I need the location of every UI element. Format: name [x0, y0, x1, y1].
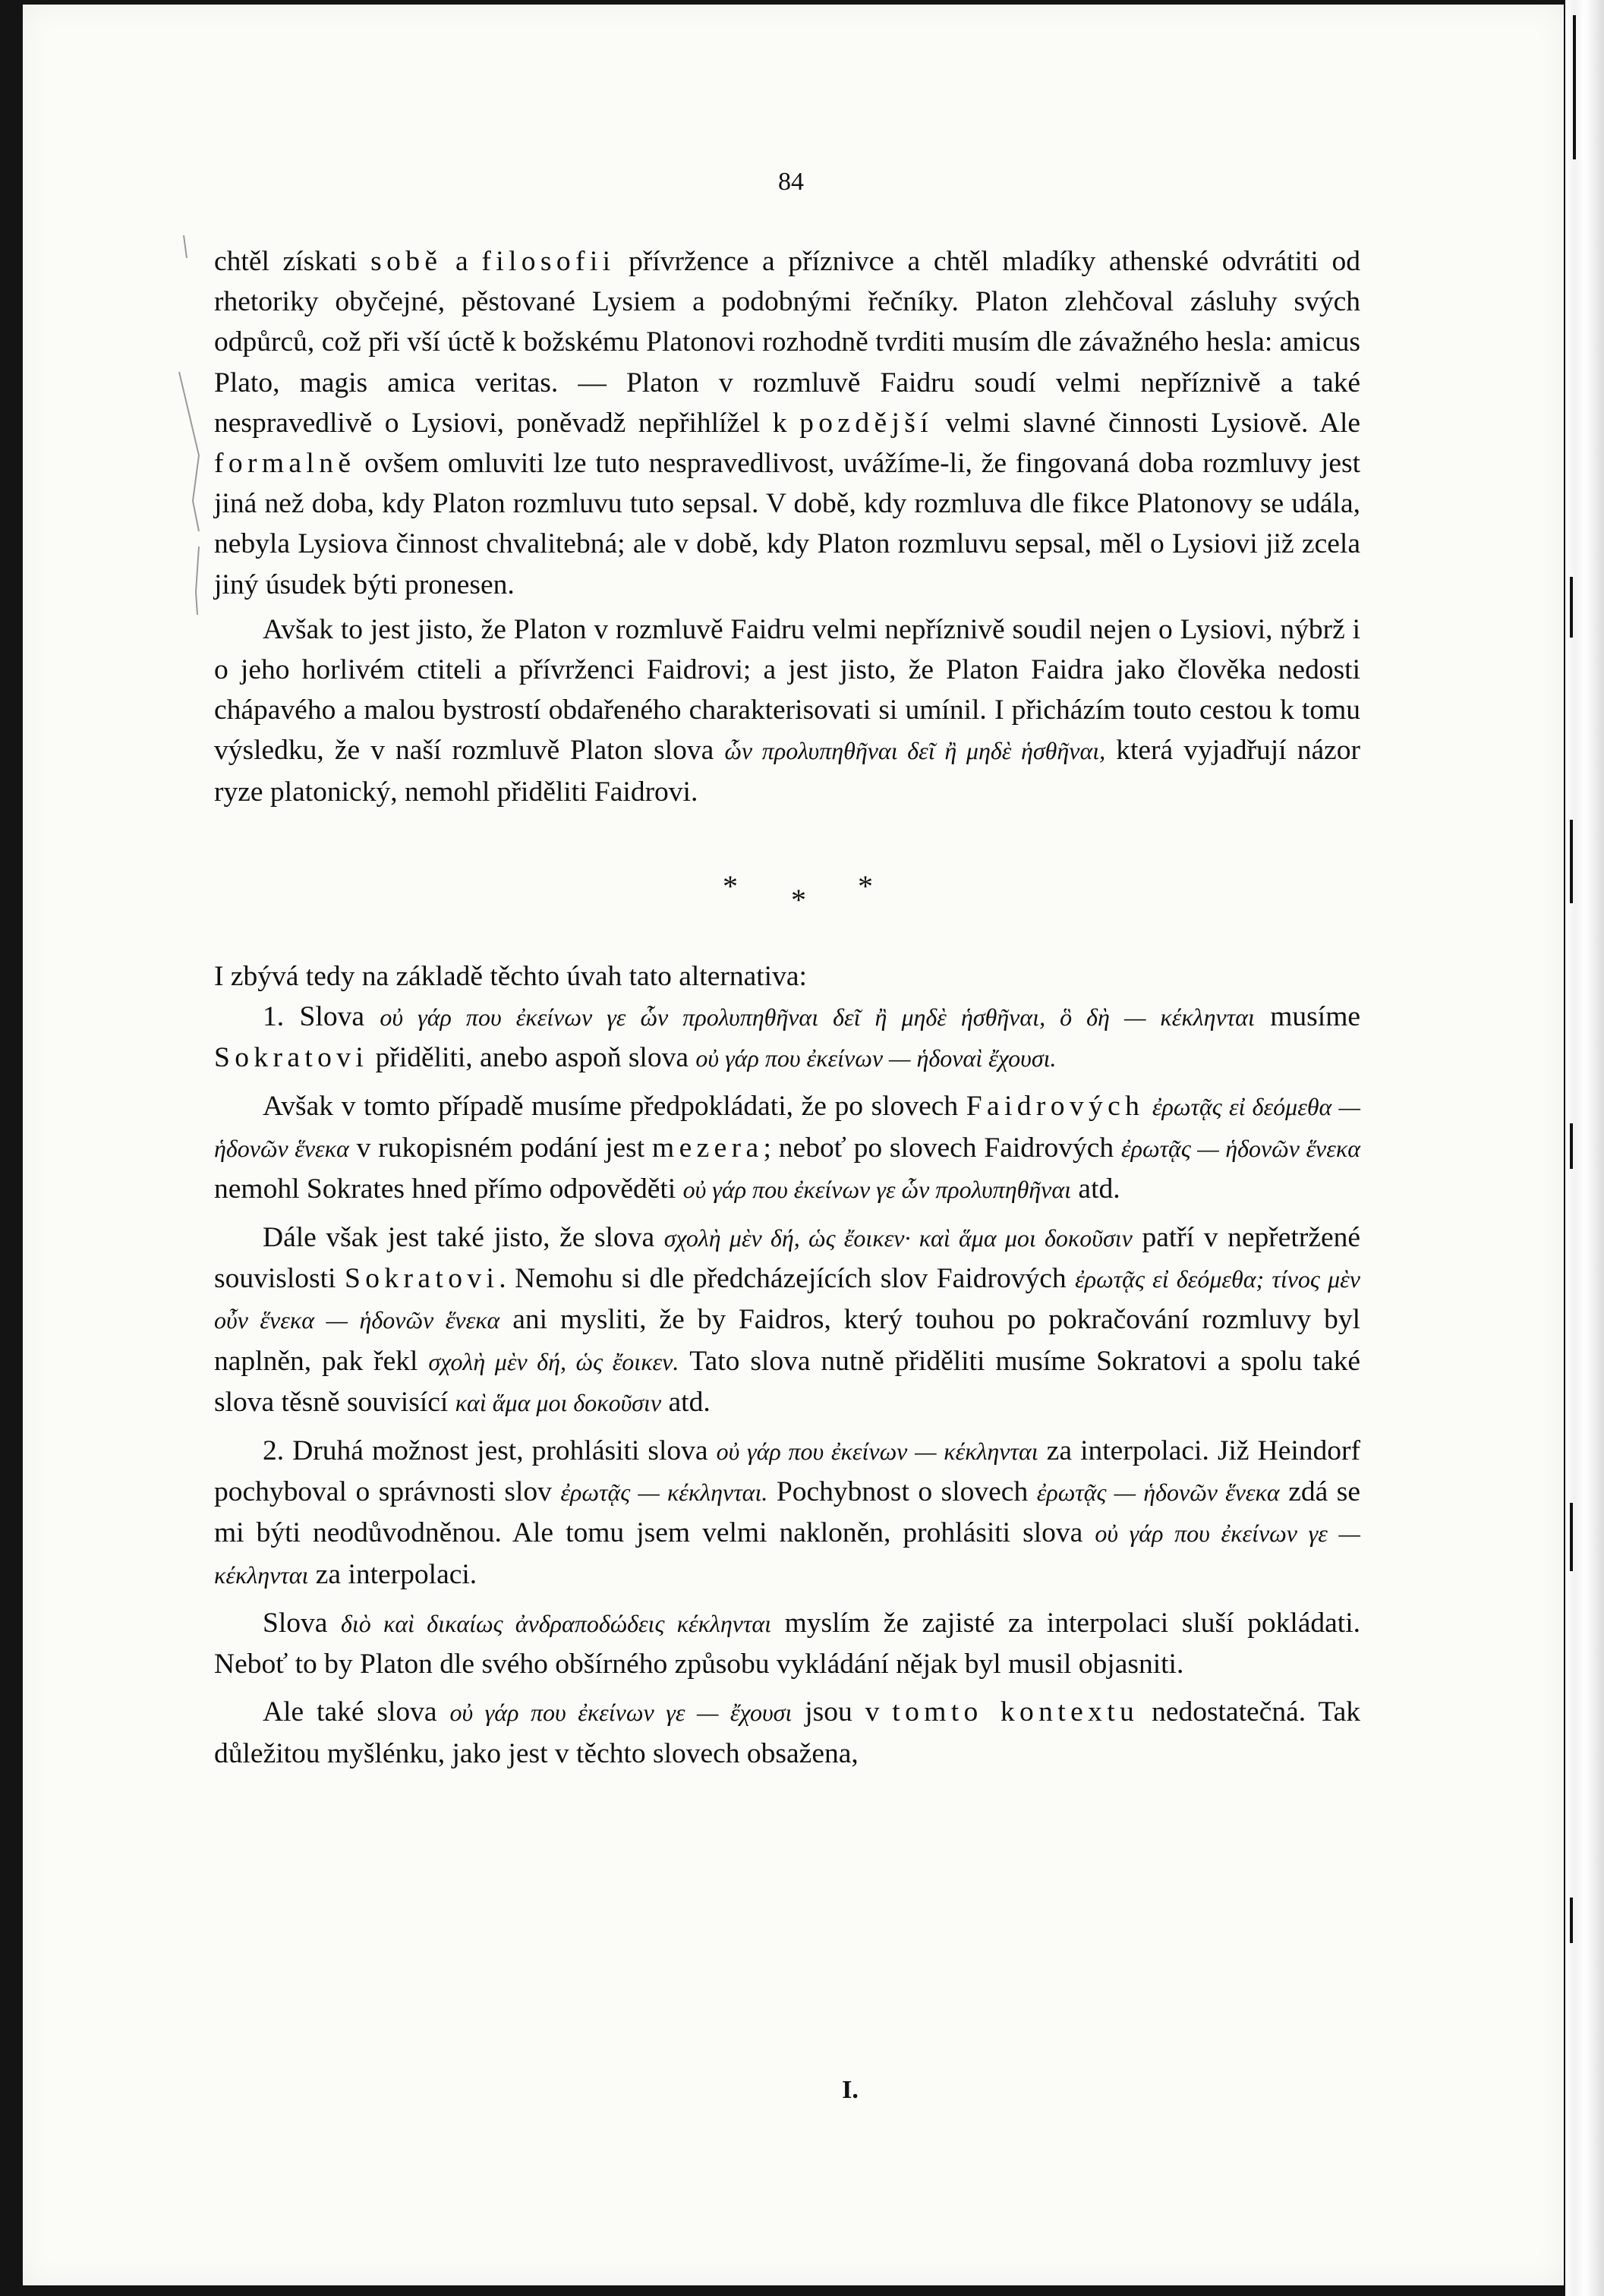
- paragraph: [214, 1603, 1360, 1684]
- paragraph: [214, 1086, 1360, 1210]
- text-run: Tato slova nutně přiděliti musíme Sokratovi a spolu také slova těsně souvisící: [214, 1345, 1360, 1418]
- paragraph: [214, 241, 1360, 605]
- greek-quote: ὧν προλυπηθῆναι δεῖ ἢ μηδὲ ἡσθῆναι,: [724, 737, 1106, 765]
- text-run: musíme: [1254, 1001, 1361, 1033]
- edge-mark: [1570, 1503, 1573, 1571]
- text-run: I zbývá tedy na základě těchto úvah tato alternativa:: [214, 960, 807, 992]
- paragraph: [214, 1217, 1360, 1423]
- separator-star: *: [723, 868, 738, 903]
- greek-quote: σχολὴ μὲν δή, ὡς ἔοικεν· καὶ ἅμα μοι δοκοῦσιν: [663, 1224, 1133, 1252]
- page-number: 84: [778, 168, 804, 196]
- emphasized-text: Faidrových: [966, 1091, 1145, 1123]
- text-run: 1. Slova: [263, 1001, 380, 1033]
- greek-quote: διὸ καὶ δικαίως ἀνδραποδώδεις κέκληνται: [341, 1609, 772, 1637]
- text-run: [1144, 1091, 1152, 1122]
- greek-quote: ἐρωτᾷς εἰ δεόμεθα — ἡδονῶν ἕνεκα: [214, 1093, 1361, 1162]
- paragraph: [214, 609, 1360, 812]
- paragraph: [214, 997, 1360, 1079]
- text-run: v rukopisném podání jest: [348, 1132, 653, 1164]
- edge-mark: [1570, 820, 1573, 903]
- emphasized-text: Sokratovi: [214, 1042, 369, 1074]
- text-run: Slova: [263, 1607, 341, 1639]
- greek-quote: οὐ γάρ που ἐκείνων γε — ἔχουσι: [449, 1699, 793, 1727]
- greek-quote: ἐρωτᾷς — κέκληνται.: [560, 1479, 768, 1507]
- text-run: nedostatečná. Tak důležitou myšlénku, jako jest v těchto slovech obsažena,: [214, 1696, 1361, 1769]
- text-run: jsou v: [792, 1696, 893, 1728]
- greek-quote: ἐρωτᾷς — ἡδονῶν ἕνεκα: [1121, 1134, 1361, 1162]
- paragraph: [214, 1431, 1360, 1595]
- greek-quote: οὐ γάρ που ἐκείνων — κέκληνται: [716, 1438, 1038, 1466]
- text-run: která vyjadřují názor ryze platonický, nemohl přiděliti Faidrovi.: [214, 735, 1360, 808]
- greek-quote: οὐ γάρ που ἐκείνων γε ὧν προλυπηθῆναι δεῖ ἢ μηδὲ ἡσθῆναι, ὃ δὴ — κέκληνται: [380, 1003, 1255, 1031]
- greek-quote: καὶ ἅμα μοι δοκοῦσιν: [455, 1388, 662, 1416]
- pencil-margin-mark: [176, 228, 206, 622]
- paragraph: [214, 956, 1360, 997]
- text-run: chtěl získati: [214, 246, 371, 277]
- greek-quote: ἐρωτᾷς — ἡδονῶν ἕνεκα: [1036, 1479, 1280, 1507]
- edge-mark: [1570, 577, 1573, 638]
- text-run: patří v nepřetržené souvislosti: [214, 1222, 1360, 1295]
- paragraph: [214, 1692, 1360, 1773]
- emphasized-text: mezera: [652, 1132, 764, 1164]
- scan-edge-strip: [1565, 0, 1604, 2296]
- text-run: 2. Druhá možnost jest, prohlásiti slova: [263, 1435, 717, 1467]
- text-run: ani mysliti, že by Faidros, který touhou po pokračování rozmluvy byl naplněn, pak řekl: [214, 1304, 1360, 1377]
- text-run: atd.: [661, 1386, 711, 1418]
- text-run: nemohl Sokrates hned přímo odpověděti: [214, 1173, 683, 1205]
- emphasized-text: tomto kontextu: [892, 1696, 1139, 1728]
- text-run: atd.: [1071, 1173, 1120, 1205]
- edge-mark: [1570, 1123, 1573, 1169]
- separator-star: *: [791, 882, 806, 917]
- edge-mark: [1570, 1898, 1573, 1943]
- emphasized-text: filosofii: [481, 246, 616, 277]
- separator-star: *: [858, 868, 873, 903]
- text-run: ; neboť po slovech Faidrových: [763, 1132, 1121, 1164]
- text-run: zdá se mi býti neodůvodněnou. Ale tomu jsem velmi nakloněn, prohlásiti slova: [214, 1476, 1360, 1549]
- greek-quote: οὐ γάρ που ἐκείνων — ἡδοναὶ ἔχουσι.: [695, 1044, 1057, 1072]
- text-run: Pochybnost o slovech: [767, 1476, 1037, 1508]
- greek-quote: ἐρωτᾷς εἰ δεόμεθα; τίνος μὲν οὖν ἕνεκα — ἡδονῶν ἕνεκα: [214, 1265, 1360, 1334]
- greek-quote: σχολὴ μὲν δή, ὡς ἔοικεν.: [428, 1347, 679, 1375]
- text-run: Ale také slova: [263, 1696, 450, 1728]
- emphasized-text: formalně: [214, 448, 356, 480]
- text-run: přívržence a příznivce a chtěl mladíky athenské odvrátiti od rhetoriky obyčejné, pěstované Lysiem a podobnými řečníky. Platon zlehčoval zásluhy svých odpůrců, což při vší úctě k božskému Platonovi rozhodně tvrditi musím dle závažného hesla: amicus Plato, magis amica veritas. — Platon v rozmluvě Faidru soudí velmi nepříznivě a také nespravedlivě o Lysiovi, poněvadž nepřihlížel k: [214, 246, 1361, 439]
- text-run: a: [442, 246, 482, 277]
- text-run: Dále však jest také jisto, že slova: [263, 1222, 664, 1254]
- signature-mark: I.: [842, 2076, 859, 2104]
- section-separator: [214, 812, 1360, 926]
- emphasized-text: sobě: [370, 246, 443, 277]
- edge-mark: [1573, 15, 1576, 159]
- text-run: přiděliti, anebo aspoň slova: [368, 1042, 696, 1074]
- emphasized-text: Sokratovi: [345, 1263, 499, 1295]
- text-run: velmi slavné činnosti Lysiově. Ale: [933, 407, 1361, 439]
- text-run: za interpolaci. Již Heindorf pochyboval o správnosti slov: [214, 1435, 1361, 1508]
- greek-quote: οὐ γάρ που ἐκείνων γε — κέκληνται: [214, 1520, 1360, 1589]
- emphasized-text: pozdější: [799, 407, 934, 439]
- text-run: za interpolaci.: [308, 1558, 477, 1590]
- text-run: Avšak to jest jisto, že Platon v rozmluvě Faidru velmi nepříznivě soudil nejen o Lysiovi, nýbrž i o jeho horlivém ctiteli a přívrženci Faidrovi; a jest jisto, že Platon Faidra jako člověka nedosti chápavého a malou bystrostí obdařeného charakterisovati si umínil. I přicházím touto cestou k tomu výsledku, že v naší rozmluvě Platon slova: [214, 613, 1360, 767]
- text-run: . Nemohu si dle předcházejících slov Faidrových: [499, 1263, 1076, 1295]
- page-text: [214, 241, 1360, 1774]
- text-run: Avšak v tomto případě musíme předpokládati, že po slovech: [263, 1091, 966, 1123]
- greek-quote: οὐ γάρ που ἐκείνων γε ὧν προλυπηθῆναι: [682, 1175, 1072, 1203]
- text-run: myslím že zajisté za interpolaci sluší pokládati. Neboť to by Platon dle svého obšírného způsobu vykládání nějak byl musil objasniti.: [214, 1607, 1361, 1680]
- text-run: ovšem omluviti lze tuto nespravedlivost, uvážíme-li, že fingovaná doba rozmluvy jest jiná než doba, kdy Platon rozmluvu tuto sepsal. V době, kdy rozmluva dle fikce Platonovy se udála, nebyla Lysiova činnost chvalitebná; ale v době, kdy Platon rozmluvu sepsal, měl o Lysiovi již zcela jiný úsudek býti pronesen.: [214, 448, 1360, 600]
